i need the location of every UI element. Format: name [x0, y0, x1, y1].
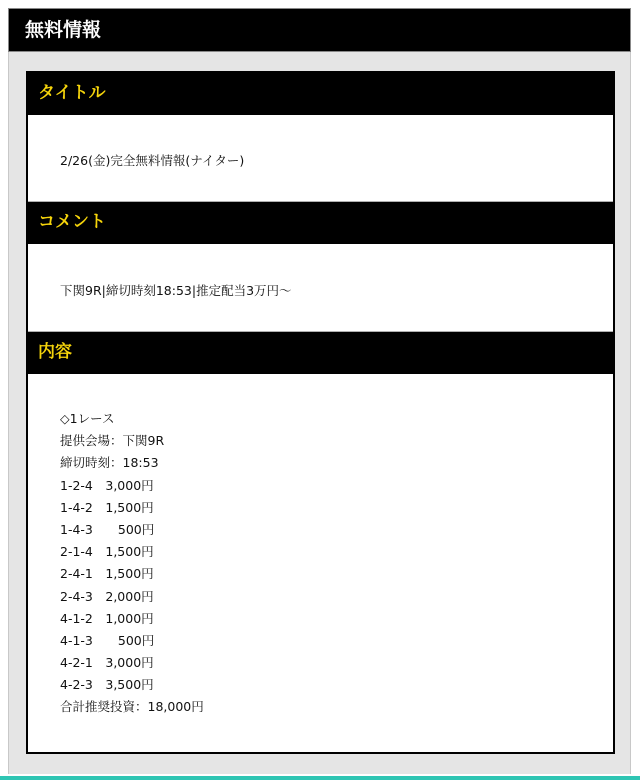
content-line-bet: 4-1-3 500円 [60, 632, 155, 648]
section-body-title [28, 115, 613, 202]
section-body-comment [28, 244, 613, 332]
content-line-venue: 提供会場：下関9R [60, 433, 165, 449]
section-heading-comment-label: コメント [38, 212, 106, 232]
content-line-bet: 2-1-4 1,500円 [60, 544, 154, 560]
section-heading-comment [28, 202, 613, 244]
content-line-bet: 4-1-2 1,000円 [60, 610, 154, 626]
title-text: 2/26(金)完全無料情報(ナイター) [60, 153, 245, 168]
content-line-bet: 4-2-3 3,500円 [60, 677, 154, 693]
page-title: 無料情報 [25, 19, 102, 41]
section-heading-title [28, 73, 613, 115]
page-header [8, 8, 631, 52]
content-line-bet: 2-4-3 2,000円 [60, 588, 154, 604]
content-line-bet: 1-4-3 500円 [60, 521, 155, 537]
section-heading-content [28, 332, 613, 374]
content-line-bet: 1-2-4 3,000円 [60, 477, 154, 493]
content-line-bet: 1-4-2 1,500円 [60, 499, 154, 515]
section-heading-title-label: タイトル [38, 83, 106, 103]
content-line-deadline: 締切時刻：18:53 [60, 455, 159, 471]
comment-text: 下関9R|締切時刻18:53|推定配当3万円〜 [60, 283, 292, 298]
section-heading-content-label: 内容 [38, 342, 72, 362]
bottom-accent-line [0, 776, 640, 780]
section-body-content [28, 374, 613, 719]
info-card [26, 71, 615, 754]
content-line-bet: 2-4-1 1,500円 [60, 566, 154, 582]
content-line-race: ◇1レース [60, 411, 115, 426]
content-line-bet: 4-2-1 3,000円 [60, 655, 154, 671]
content-line-total: 合計推奨投資：18,000円 [60, 699, 204, 715]
